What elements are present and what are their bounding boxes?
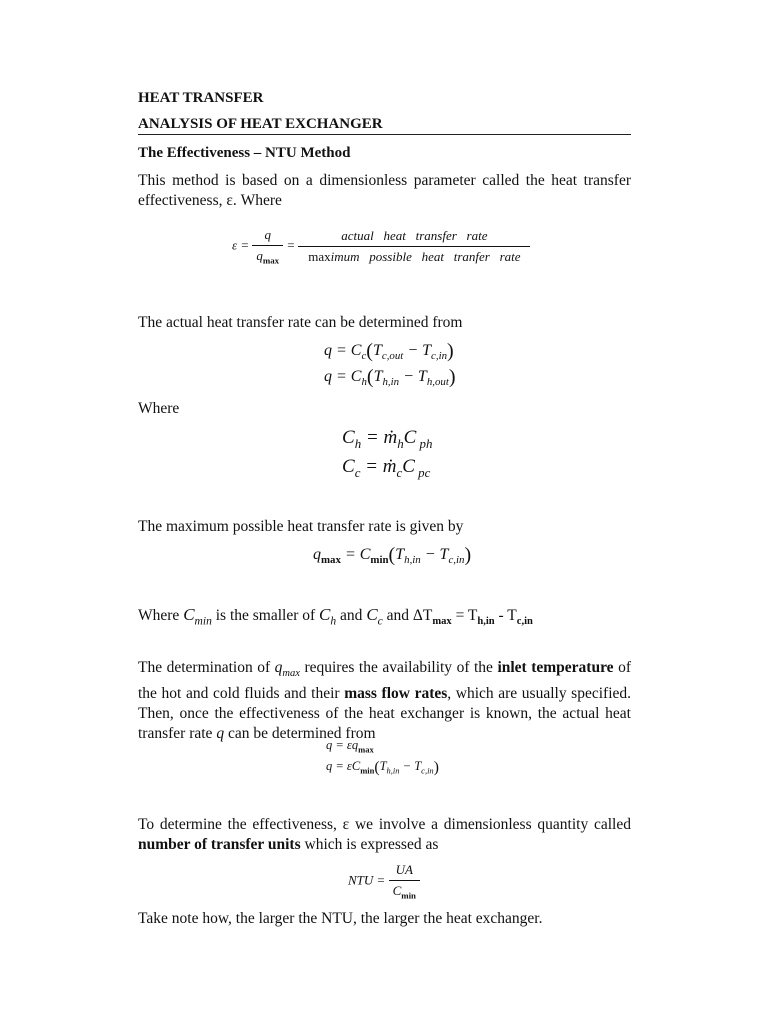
p4-th-sub: h,in [477,616,495,628]
p5-t2: requires the availability of the [299,659,498,676]
heading-analysis: ANALYSIS OF HEAT EXCHANGER [138,116,383,132]
eq1-qmax-sub: max [262,255,280,266]
p5-mass-flow-rates: mass flow rates [344,685,448,703]
p5-q: q [216,725,225,743]
equation-q-eps-qmax: $q = \varepsilon q_{max}$ [326,738,374,755]
eq1-qmax: q [256,248,263,263]
p5-t3: of the hot and cold fluids and their [138,659,632,703]
equation-ntu [348,862,420,901]
eq1-lhs: ε = [232,237,250,253]
eq1-ratio [298,228,530,265]
eq1-numerator: actual heat transfer rate [341,227,488,243]
p4-t4: and ΔT [382,607,433,624]
p6-t1: To determine the effectiveness, ε we involve a dimensionless quantity called [138,816,631,833]
p6-number-of-transfer-units: number of transfer units [138,836,301,853]
eq1-q: q [264,227,271,242]
p4-ch-sub: h [330,614,337,628]
p4-cc-sub: c [377,614,383,628]
eq9-den: C [392,883,402,898]
p4-cmin: C [183,605,195,624]
p4-t2: is the smaller of [211,607,320,624]
heading-heat-transfer: HEAT TRANSFER [138,90,264,106]
label-where-1: Where [138,400,180,417]
equation-effectiveness [232,227,530,266]
paragraph-ntu [138,815,631,855]
paragraph-actual-rate: The actual heat transfer rate can be determined from [138,314,463,331]
equation-q-cold: $q = C_c(T_{c,out} - T_{c,in})$ [324,340,454,363]
eq9-fraction [389,862,420,901]
p5-t1: The determination of [138,659,275,676]
paragraph-where-cmin [138,605,631,632]
paragraph-max-rate: The maximum possible heat transfer rate is given by [138,518,464,535]
eq1-den-rest: imum possible heat tranfer rate [330,248,521,264]
p4-t3: and [336,607,367,624]
p4-dt-sub: max [432,616,452,628]
eq9-lhs: NTU = [348,872,386,888]
paragraph-determination [138,658,631,744]
p5-t4: , which are usually specified. Then, once the effectiveness of the heat exchanger is known, the actual heat transfer rate [138,685,632,743]
p4-t6: - T [494,607,517,624]
equation-ch: $C_h$ = ṁ$_h$C $_{ph}$ [342,427,433,451]
p4-t1: Where [138,607,184,624]
eq9-numerator: UA [395,862,413,877]
p5-t5: can be determined from [224,725,376,743]
eq1-den-max: max [308,248,331,264]
heading-rule [138,134,631,135]
equation-qmax: $q_{max} = C_{min}(T_{h,in} - T_{c,in})$ [313,544,472,567]
p5-qmax: q [274,659,283,676]
eq9-den-sub: min [401,890,416,901]
equation-q-eps-cmin: $q = \varepsilon C_{min}(T_{h,in} - T_{c,in})$ [326,759,439,776]
p4-cmin-sub: min [194,614,212,628]
p6-t2: which is expressed as [300,836,439,853]
eq1-q-over-qmax [252,227,283,266]
equation-q-hot: $q = C_h(T_{h,in} - T_{h,out})$ [324,366,456,389]
section-title: The Effectiveness – NTU Method [138,145,351,161]
equation-cc: $C_c$ = ṁ$_c$C $_{pc}$ [342,456,431,480]
p4-tc-sub: c,in [516,616,533,628]
p5-inlet-temperature: inlet temperature [497,659,614,676]
paragraph-intro: This method is based on a dimensionless parameter called the heat transfer effectiveness, ε. Where [138,172,631,209]
p4-ch: C [319,605,331,624]
p4-t5: = T [451,607,478,624]
p4-cc: C [366,605,378,624]
paragraph-note: Take note how, the larger the NTU, the larger the heat exchanger. [138,910,543,927]
p5-qmax-sub: max [282,668,300,680]
eq1-equals: = [286,237,296,253]
